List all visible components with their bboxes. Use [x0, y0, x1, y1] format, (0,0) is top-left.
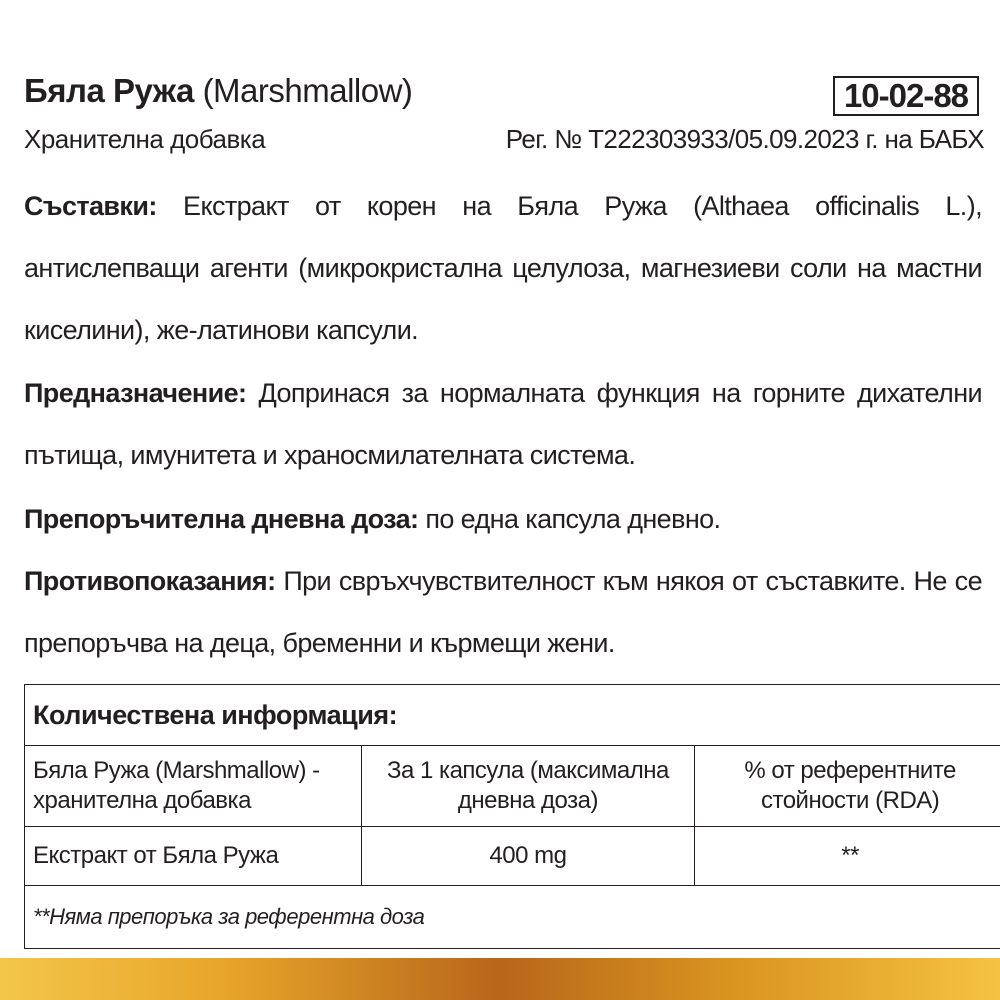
decorative-gold-band [0, 958, 1000, 1000]
purpose-section [24, 362, 982, 486]
dose-text: по една капсула дневно. [425, 504, 721, 534]
product-title [24, 72, 412, 110]
column-header-rda: % от референтните стойности (RDA) [695, 746, 1000, 827]
table-footnote: **Няма препоръка за референтна доза [25, 886, 1000, 949]
table-footnote-row [25, 886, 1000, 949]
table-title: Количествена информация: [25, 685, 1000, 746]
purpose-text: Допринася за нормалната функция на горните дихателни пътища, имунитета и храносмилателната система. [24, 378, 982, 470]
ingredients-section [24, 175, 982, 361]
contraindications-label: Противопоказания: [24, 566, 276, 596]
product-category: Хранителна добавка [24, 124, 266, 154]
product-name: Бяла Ружа [24, 72, 194, 109]
dose-label: Препоръчителна дневна доза: [24, 504, 419, 534]
purpose-label: Предназначение: [24, 378, 247, 408]
product-code: 10-02-88 [833, 76, 979, 116]
row-amount: 400 mg [361, 827, 695, 886]
dose-section [24, 488, 982, 550]
row-ingredient-name: Екстракт от Бяла Ружа [25, 827, 362, 886]
ingredients-label: Съставки: [24, 191, 157, 221]
contraindications-section [24, 550, 982, 674]
table-title-row [25, 685, 1000, 746]
table-row [25, 827, 1000, 886]
column-header-per-capsule: За 1 капсула (максимална дневна доза) [361, 746, 695, 827]
quantitative-info-table [24, 684, 1000, 949]
row-rda: ** [695, 827, 1000, 886]
column-header-product: Бяла Ружа (Marshmallow) - хранителна добавка [25, 746, 362, 827]
ingredients-text: Екстракт от корен на Бяла Ружа (Althaea officinalis L.), антислепващи агенти (микрокристална целулоза, магнезиеви соли на мастни киселини), же-латинови капсули. [24, 191, 982, 345]
contraindications-text: При свръхчувствителност към някоя от съставките. Не се препоръчва на деца, бременни и кърмещи жени. [24, 566, 982, 658]
product-name-latin: (Marshmallow) [202, 72, 413, 109]
registration-number: Рег. № T222303933/05.09.2023 г. на БАБХ [505, 124, 984, 154]
table-header-row [25, 746, 1000, 827]
